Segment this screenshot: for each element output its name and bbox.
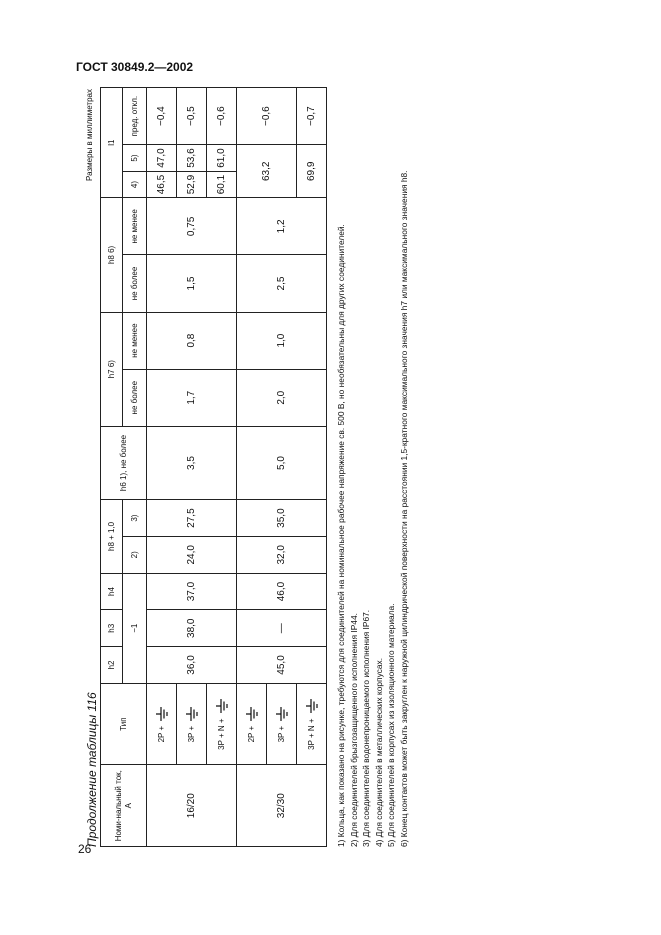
type-cell	[297, 683, 327, 765]
l1-a-cell: 46,5	[147, 171, 177, 198]
h6-cell: 3,5	[147, 426, 237, 499]
footnote: 6) Конец контактов может быть закруглен к наружной цилиндрической поверхности на расстоянии 1,5-кратного максимального значения h7 или максимального значения h8.	[399, 170, 410, 847]
type-cell	[267, 683, 297, 765]
h8-min-cell: 0,75	[147, 198, 237, 255]
h7-min-cell: 1,0	[237, 312, 327, 369]
col-h7-max: не более	[123, 369, 147, 426]
l1-cell: 69,9	[297, 145, 327, 198]
h4-cell: 37,0	[147, 573, 237, 610]
h7-max-cell: 1,7	[147, 369, 237, 426]
page-number: 26	[78, 842, 92, 856]
type-cell	[237, 683, 267, 765]
col-h7-min: не менее	[123, 312, 147, 369]
l1-dev-cell: −0,5	[177, 88, 207, 145]
l1-a-cell: 52,9	[177, 171, 207, 198]
col-l1: l1	[101, 88, 123, 198]
type-cell	[207, 683, 237, 765]
footnote: 5) Для соединителей в корпусах из изоляционного материала.	[386, 603, 397, 847]
l1-dev-cell: −0,6	[207, 88, 237, 145]
l1-a-cell: 60,1	[207, 171, 237, 198]
l1-cell: 63,2	[237, 145, 297, 198]
type-label: 2P +	[156, 725, 166, 743]
h8b-cell: 35,0	[237, 500, 327, 537]
l1-dev-cell: −0,4	[147, 88, 177, 145]
col-tolerance: −1	[123, 573, 147, 683]
h7-max-cell: 2,0	[237, 369, 327, 426]
col-rated-current: Номи-нальный ток, А	[101, 765, 147, 847]
footnote: 4) Для соединителей в металлических корпусах.	[373, 657, 384, 847]
type-cell	[147, 683, 177, 765]
col-l1-dev: пред. откл.	[123, 88, 147, 145]
h8-max-cell: 2,5	[237, 255, 327, 312]
h8a-cell: 32,0	[237, 536, 327, 573]
col-h8-b: 3)	[123, 500, 147, 537]
col-type: Тип	[101, 683, 147, 765]
earth-icon	[246, 706, 258, 722]
col-h8-max: не более	[123, 255, 147, 312]
col-h8-a: 2)	[123, 536, 147, 573]
l1-dev-cell: −0,7	[297, 88, 327, 145]
h4-cell: 46,0	[237, 573, 327, 610]
col-h8-sec: h8 6)	[101, 198, 123, 312]
type-cell	[177, 683, 207, 765]
earth-icon	[276, 706, 288, 722]
col-h2: h2	[101, 647, 123, 684]
table-row	[147, 88, 177, 847]
h8-max-cell: 1,5	[147, 255, 237, 312]
l1-dev-cell: −0,6	[237, 88, 297, 145]
h2-cell: 45,0	[237, 647, 327, 684]
dimensions-table	[100, 87, 327, 847]
rotated-table-section	[85, 87, 430, 847]
type-label: 3P +	[186, 725, 196, 743]
col-h8-min: не менее	[123, 198, 147, 255]
col-l1-a: 4)	[123, 171, 147, 198]
earth-icon	[156, 706, 168, 722]
type-label: 3P + N +	[306, 718, 316, 750]
h8-min-cell: 1,2	[237, 198, 327, 255]
h3-cell: —	[237, 610, 327, 647]
col-h8-tol: h8 + 1,0	[101, 500, 123, 573]
h8b-cell: 27,5	[147, 500, 237, 537]
col-h3: h3	[101, 610, 123, 647]
type-label: 3P + N +	[216, 718, 226, 750]
footnote: 3) Для соединителей водонепроницаемого исполнения IP67.	[361, 609, 372, 847]
footnote: 1) Кольца, как показано на рисунке, требуются для соединителей на номинальное рабочее напряжение св. 500 В, но необязательны для других соединителей.	[336, 224, 346, 847]
l1-b-cell: 47,0	[147, 145, 177, 172]
h2-cell: 36,0	[147, 647, 237, 684]
footnotes	[335, 87, 411, 847]
h7-min-cell: 0,8	[147, 312, 237, 369]
type-label: 2P +	[246, 725, 256, 743]
rated-current-cell: 16/20	[147, 765, 237, 847]
earth-icon	[306, 698, 318, 714]
rated-current-cell: 32/30	[237, 765, 327, 847]
table-caption: Продолжение таблицы 116	[85, 692, 99, 847]
col-h4: h4	[101, 573, 123, 610]
h6-cell: 5,0	[237, 426, 327, 499]
type-label: 3P +	[276, 725, 286, 743]
l1-b-cell: 53,6	[177, 145, 207, 172]
standard-header: ГОСТ 30849.2—2002	[76, 60, 194, 74]
footnote: 2) Для соединителей брызгозащищенного исполнения IP44.	[348, 613, 359, 847]
earth-icon	[216, 698, 228, 714]
col-h7: h7 6)	[101, 312, 123, 426]
units-note: Размеры в миллиметрах	[85, 89, 94, 181]
h3-cell: 38,0	[147, 610, 237, 647]
l1-b-cell: 61,0	[207, 145, 237, 172]
table-row	[237, 88, 267, 847]
h8a-cell: 24,0	[147, 536, 237, 573]
earth-icon	[186, 706, 198, 722]
col-h6: h6 1), не более	[101, 426, 147, 499]
col-l1-b: 5)	[123, 145, 147, 172]
